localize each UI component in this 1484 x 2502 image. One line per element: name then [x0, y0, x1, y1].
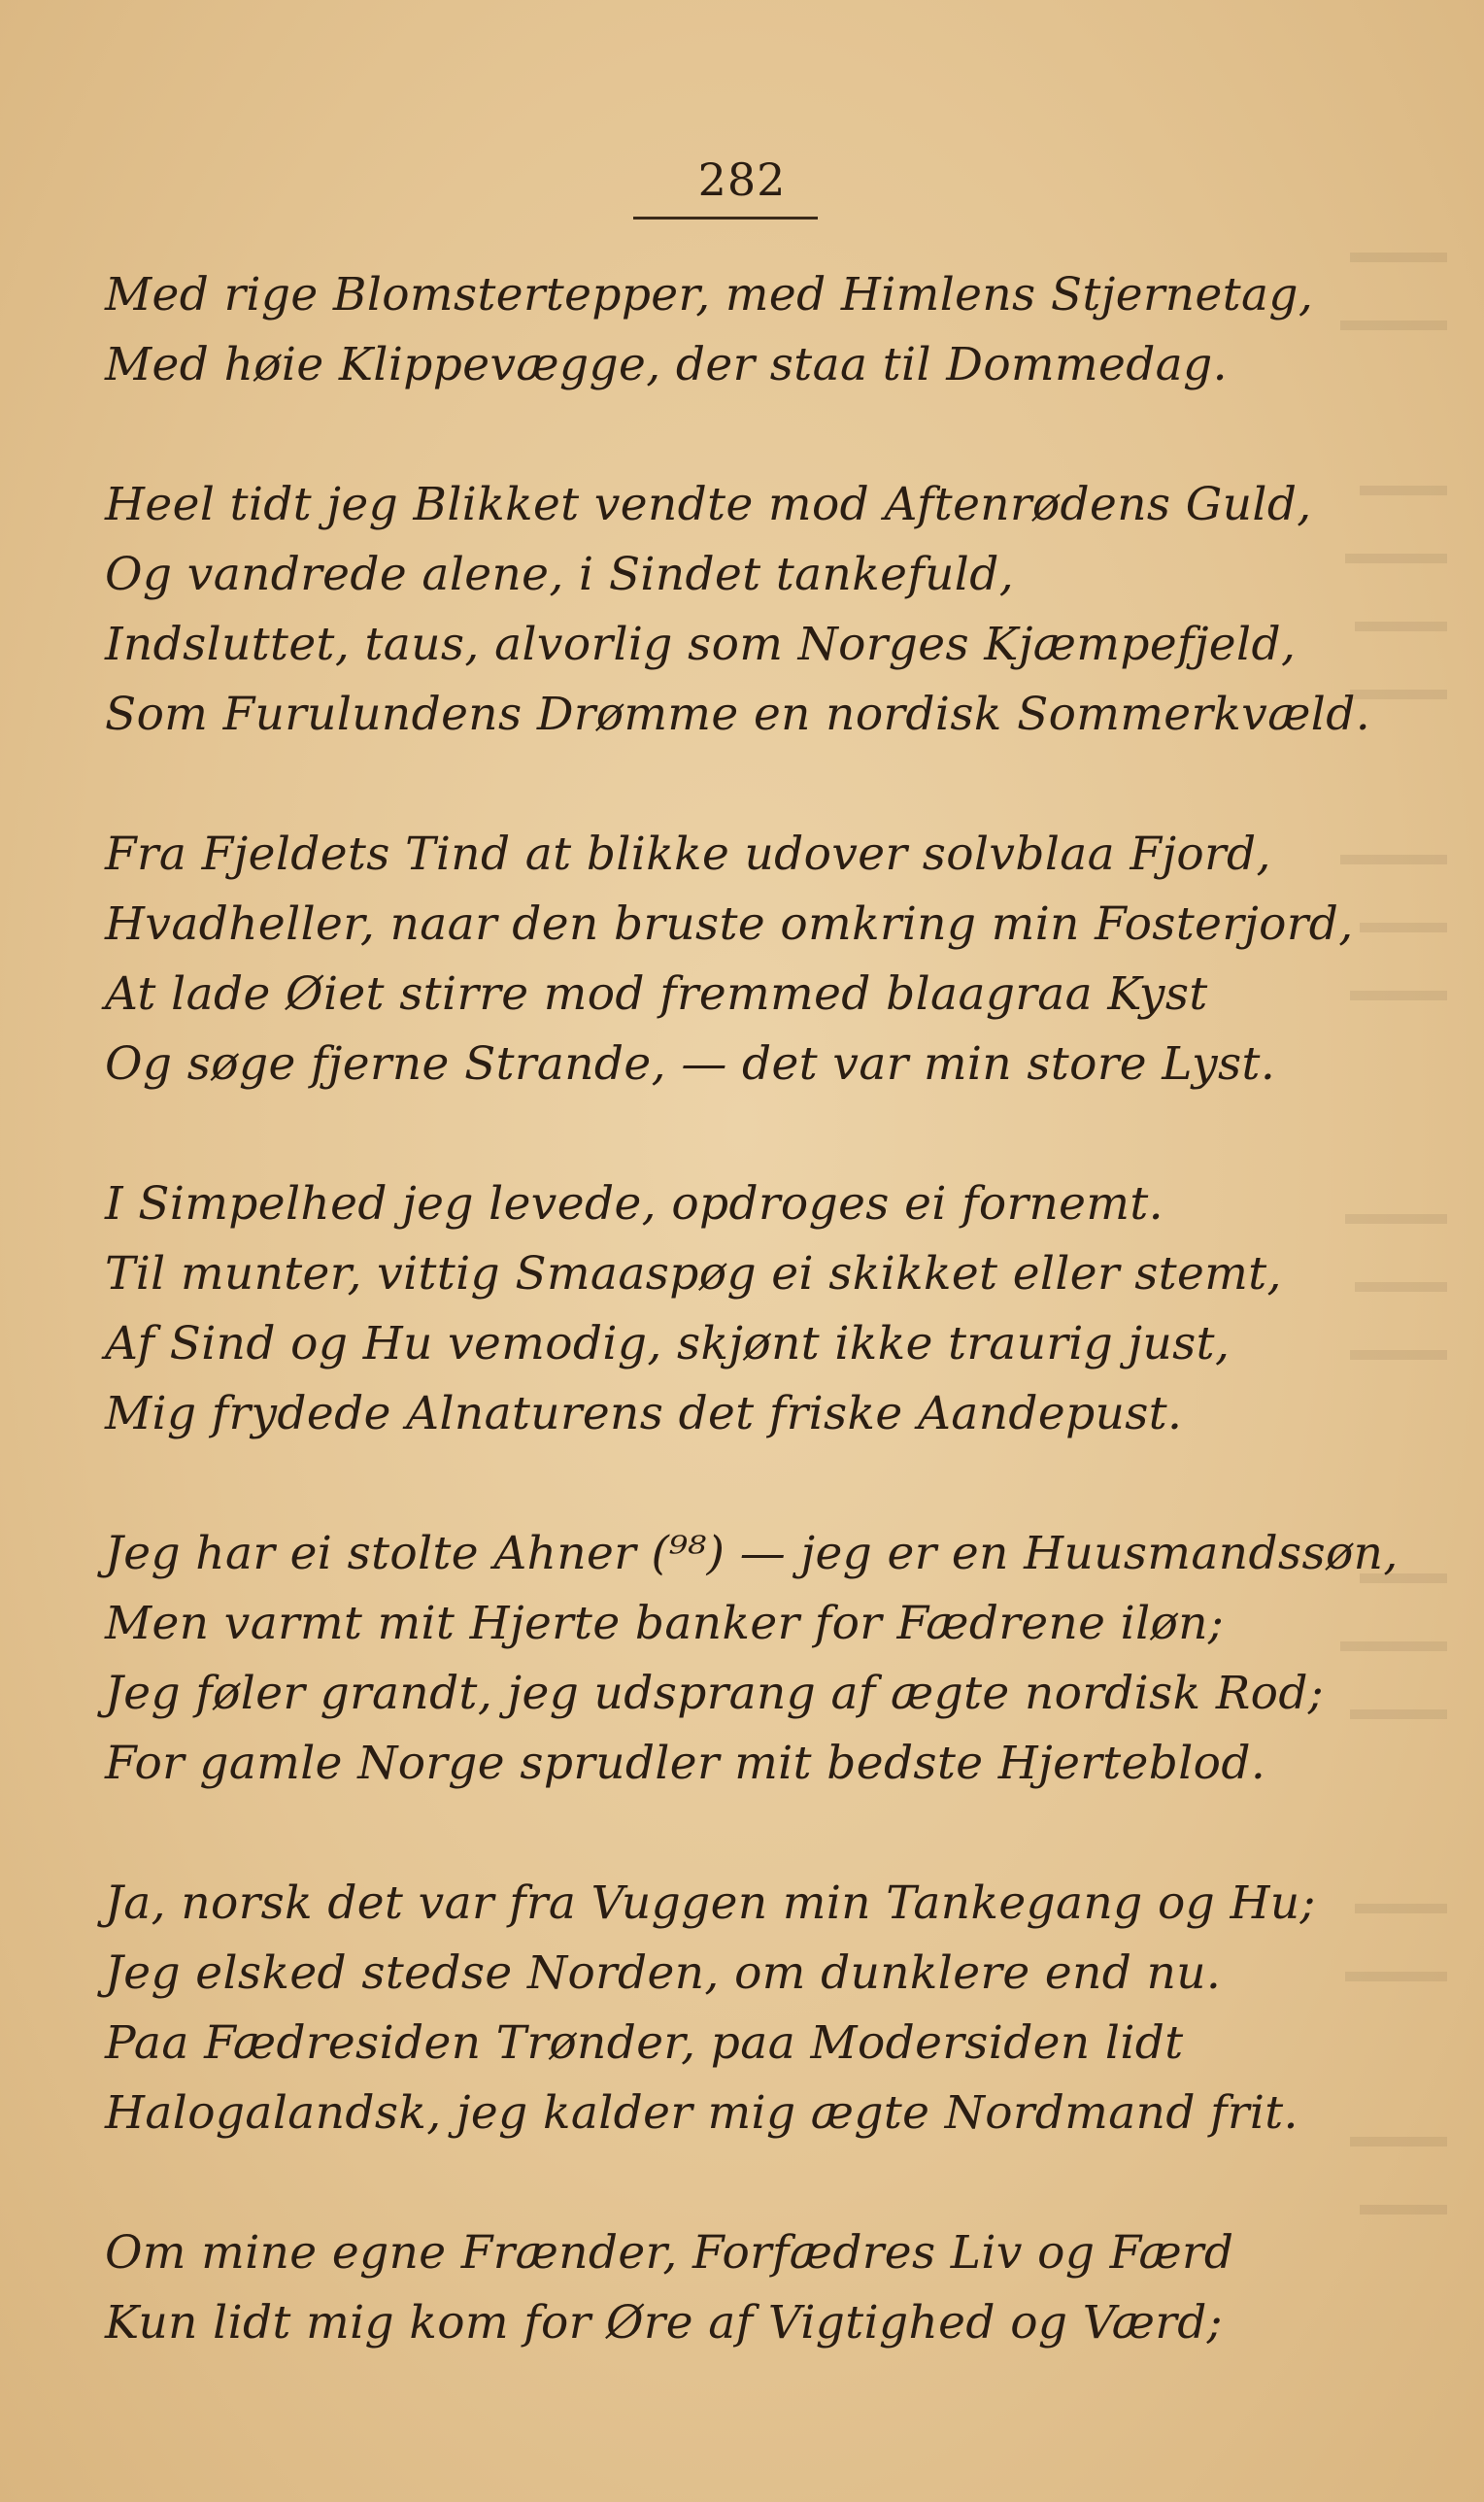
poem-line: Men varmt mit Hjerte banker for Fædrene iløn;: [105, 1597, 1225, 1650]
poem-line: Mig frydede Alnaturens det friske Aandepust.: [105, 1387, 1183, 1440]
stanza: [105, 2218, 1387, 2358]
stanza: [105, 260, 1387, 400]
page-number: 282: [697, 153, 787, 206]
poem-line: Og søge fjerne Strande, — det var min store Lyst.: [105, 1037, 1276, 1091]
poem-line: Fra Fjeldets Tind at blikke udover solvblaa Fjord,: [105, 828, 1271, 881]
poem-line: I Simpelhed jeg levede, opdroges ei fornemt.: [105, 1177, 1164, 1231]
poem-line: Hvadheller, naar den bruste omkring min Fosterjord,: [105, 897, 1354, 951]
poem-line: At lade Øiet stirre mod fremmed blaagraa Kyst: [105, 967, 1208, 1021]
poem-line: Med høie Klippevægge, der staa til Dommedag.: [105, 338, 1228, 391]
header-rule: [633, 217, 818, 220]
stanza: [105, 820, 1387, 1099]
poem-line: Til munter, vittig Smaaspøg ei skikket eller stemt,: [105, 1247, 1282, 1301]
poem-line: Heel tidt jeg Blikket vendte mod Aftenrødens Guld,: [105, 478, 1312, 531]
poem-line: Kun lidt mig kom for Øre af Vigtighed og Værd;: [105, 2296, 1223, 2350]
poem-line: Om mine egne Frænder, Forfædres Liv og Færd: [105, 2226, 1234, 2280]
poem-line: Indsluttet, taus, alvorlig som Norges Kjæmpefjeld,: [105, 618, 1297, 671]
stanza: [105, 470, 1387, 750]
poem-line: Jeg elsked stedse Norden, om dunklere end nu.: [105, 1946, 1222, 2000]
stanza: [105, 1169, 1387, 1449]
poem-line: For gamle Norge sprudler mit bedste Hjerteblod.: [105, 1737, 1266, 1790]
poem-line: Halogalandsk, jeg kalder mig ægte Nordmand frit.: [105, 2086, 1298, 2140]
poem-line: Paa Fædresiden Trønder, paa Modersiden lidt: [105, 2016, 1184, 2070]
poem-line: Jeg føler grandt, jeg udsprang af ægte nordisk Rod;: [105, 1667, 1325, 1720]
poem-line: Og vandrede alene, i Sindet tankefuld,: [105, 548, 1015, 601]
poem-line: Med rige Blomstertepper, med Himlens Stjernetag,: [105, 268, 1314, 321]
stanza: [105, 1519, 1399, 1799]
poem-line: Jeg har ei stolte Ahner (⁹⁸) — jeg er en Huusmandssøn,: [105, 1527, 1399, 1580]
poem-line: Som Furulundens Drømme en nordisk Sommerkvæld.: [105, 688, 1371, 741]
stanza: [105, 1869, 1387, 2148]
poem-line: Af Sind og Hu vemodig, skjønt ikke traurig just,: [105, 1317, 1231, 1370]
poem-text: [105, 260, 1399, 2428]
poem-line: Ja, norsk det var fra Vuggen min Tankegang og Hu;: [105, 1876, 1316, 1930]
